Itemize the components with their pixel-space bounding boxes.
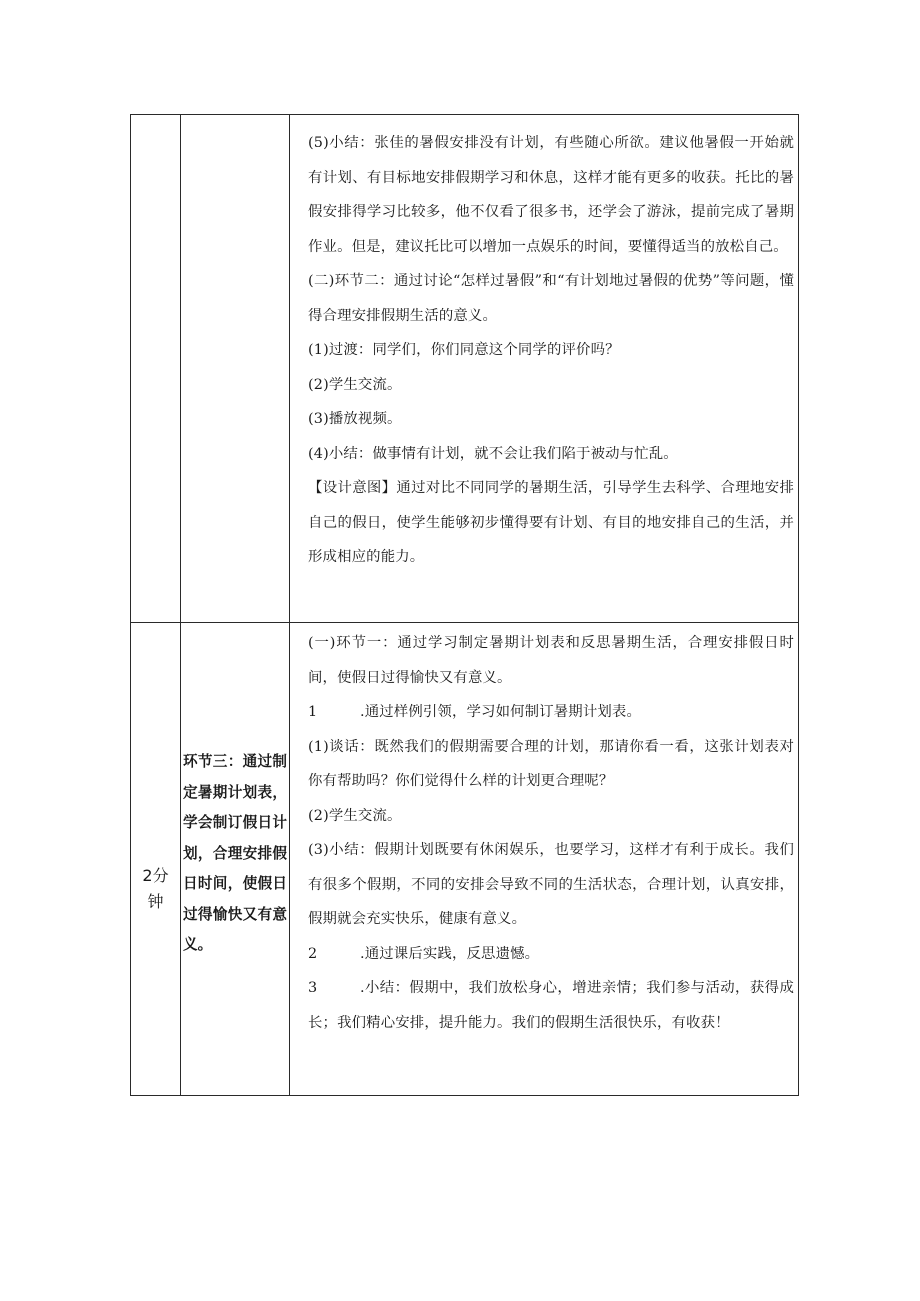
numbered-item: [308, 971, 794, 1040]
item-number: 3: [308, 980, 318, 996]
paragraph: (2)学生交流。: [308, 807, 402, 824]
table-row: [131, 623, 799, 1096]
numbered-item: [308, 695, 794, 730]
duration-label: 2分钟: [142, 866, 169, 911]
paragraph: (2)学生交流。: [308, 376, 402, 393]
item-number: 2: [308, 945, 318, 962]
paragraph: (3)播放视频。: [308, 411, 402, 427]
paragraph: (5)小结：张佳的暑假安排没有计划，有些随心所欲。建议他暑假一开始就有计划、有目标地安排假期学习和休息，这样才能有更多的收获。托比的暑假安排得学习比较多，他不仅看了很多书，还学会了游泳，提前完成了暑期作业。但是，建议托比可以增加一点娱乐的时间，要懂得适当的放松自己。: [308, 135, 794, 255]
paragraph: (一)环节一：通过学习制定暑期计划表和反思暑期生活，合理安排假日时间，使假日过得愉快又有意义。: [308, 635, 794, 686]
content-cell: [290, 623, 799, 1096]
lesson-plan-table: [130, 114, 799, 1096]
activity-content: [290, 115, 798, 575]
time-cell: [131, 115, 181, 623]
step-cell: [181, 115, 290, 623]
item-number: 1: [308, 704, 318, 720]
time-cell: [131, 623, 181, 1096]
paragraph: (1)过渡：同学们，你们同意这个同学的评价吗？: [308, 342, 620, 358]
paragraph: (4)小结：做事情有计划，就不会让我们陷于被动与忙乱。: [308, 445, 678, 462]
activity-content: [290, 623, 798, 1040]
table-row: [131, 115, 799, 623]
step-title: 环节三：通过制定暑期计划表，学会制订假日计划，合理安排假日时间，使假日过得愉快又有意义。: [183, 753, 287, 953]
numbered-item: [308, 937, 794, 972]
paragraph: (3)小结：假期计划既要有休闲娱乐，也要学习，这样才有利于成长。我们有很多个假期，不同的安排会导致不同的生活状态，合理计划，认真安排，假期就会充实快乐，健康有意义。: [308, 842, 794, 927]
design-intent-paragraph: 【设计意图】通过对比不同同学的暑期生活，引导学生去科学、合理地安排自己的假日，使学生能够初步懂得要有计划、有目的地安排自己的生活，并形成相应的能力。: [308, 480, 794, 565]
step-cell: [181, 623, 290, 1096]
content-cell: [290, 115, 799, 623]
paragraph: (1)谈话：既然我们的假期需要合理的计划，那请你看一看，这张计划表对你有帮助吗？你们觉得什么样的计划更合理呢？: [308, 738, 794, 789]
paragraph: (二)环节二：通过讨论“怎样过暑假”和“有计划地过暑假的优势”等问题，懂得合理安排假期生活的意义。: [308, 273, 794, 324]
item-text: .小结：假期中，我们放松身心，增进亲情；我们参与活动，获得成长；我们精心安排，提升能力。我们的假期生活很快乐，有收获！: [308, 980, 794, 1031]
item-text: .通过课后实践，反思遗憾。: [360, 945, 540, 962]
item-text: .通过样例引领，学习如何制订暑期计划表。: [360, 704, 641, 720]
